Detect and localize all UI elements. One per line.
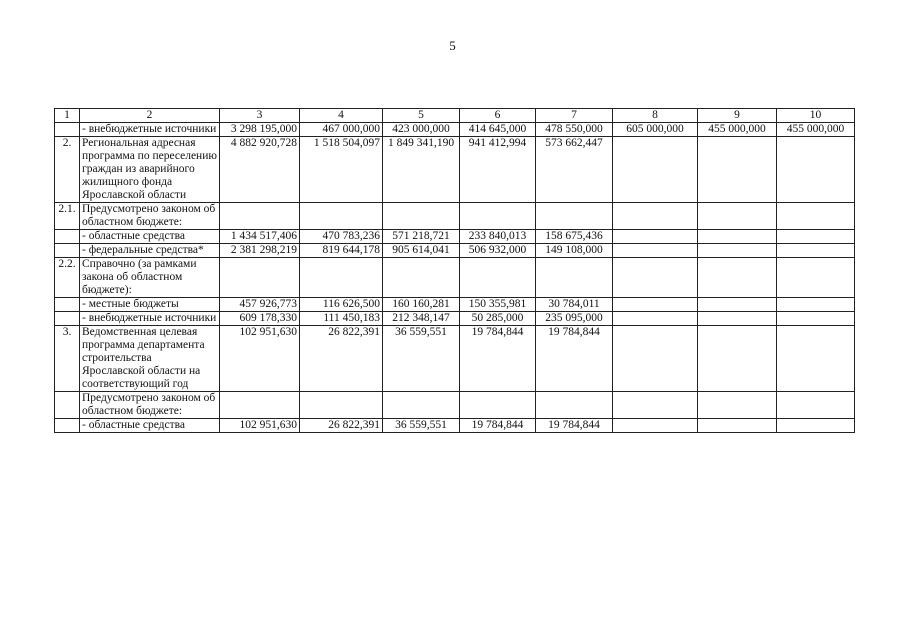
table-row xyxy=(55,326,855,392)
table-row xyxy=(55,312,855,326)
table-row xyxy=(55,203,855,230)
value-cell: 30 784,011 xyxy=(536,298,613,312)
value-cell xyxy=(777,419,855,433)
value-cell xyxy=(383,392,460,419)
table-row xyxy=(55,258,855,298)
row-name-cell: Предусмотрено законом об областном бюджете: xyxy=(80,392,220,419)
value-cell: 506 932,000 xyxy=(460,244,536,258)
row-name-cell: - федеральные средства* xyxy=(80,244,220,258)
value-cell xyxy=(383,203,460,230)
table-row xyxy=(55,230,855,244)
row-name-cell: - внебюджетные источники xyxy=(80,312,220,326)
row-number-cell xyxy=(55,230,80,244)
value-cell xyxy=(698,137,777,203)
value-cell xyxy=(220,203,300,230)
value-cell xyxy=(777,244,855,258)
column-header: 6 xyxy=(460,109,536,123)
value-cell xyxy=(698,203,777,230)
row-number-cell xyxy=(55,244,80,258)
row-number-cell: 3. xyxy=(55,326,80,392)
row-name-cell: - внебюджетные источники xyxy=(80,123,220,137)
column-header: 7 xyxy=(536,109,613,123)
page-number: 5 xyxy=(449,38,456,53)
row-number-cell: 2. xyxy=(55,137,80,203)
value-cell xyxy=(536,203,613,230)
value-cell: 470 783,236 xyxy=(300,230,383,244)
value-cell xyxy=(777,137,855,203)
row-number-cell xyxy=(55,123,80,137)
value-cell: 3 298 195,000 xyxy=(220,123,300,137)
value-cell xyxy=(536,258,613,298)
value-cell: 2 381 298,219 xyxy=(220,244,300,258)
value-cell: 36 559,551 xyxy=(383,326,460,392)
row-name-cell: Предусмотрено законом об областном бюджете: xyxy=(80,203,220,230)
row-name-cell: Региональная адресная программа по переселению граждан из аварийного жилищного фонда Ярославской области xyxy=(80,137,220,203)
value-cell xyxy=(698,392,777,419)
table-row xyxy=(55,392,855,419)
value-cell: 1 434 517,406 xyxy=(220,230,300,244)
value-cell xyxy=(777,203,855,230)
value-cell: 605 000,000 xyxy=(613,123,698,137)
value-cell: 478 550,000 xyxy=(536,123,613,137)
value-cell: 819 644,178 xyxy=(300,244,383,258)
value-cell: 36 559,551 xyxy=(383,419,460,433)
row-name-cell: - местные бюджеты xyxy=(80,298,220,312)
value-cell xyxy=(536,392,613,419)
value-cell xyxy=(777,326,855,392)
value-cell: 212 348,147 xyxy=(383,312,460,326)
value-cell: 905 614,041 xyxy=(383,244,460,258)
value-cell: 423 000,000 xyxy=(383,123,460,137)
table-header-row xyxy=(55,109,855,123)
value-cell xyxy=(777,312,855,326)
column-header: 10 xyxy=(777,109,855,123)
value-cell xyxy=(613,392,698,419)
value-cell: 1 518 504,097 xyxy=(300,137,383,203)
column-header: 1 xyxy=(55,109,80,123)
value-cell xyxy=(300,203,383,230)
value-cell xyxy=(220,392,300,419)
value-cell xyxy=(613,203,698,230)
value-cell xyxy=(698,298,777,312)
value-cell: 102 951,630 xyxy=(220,419,300,433)
value-cell: 160 160,281 xyxy=(383,298,460,312)
row-number-cell: 2.2. xyxy=(55,258,80,298)
value-cell xyxy=(460,258,536,298)
value-cell: 455 000,000 xyxy=(777,123,855,137)
value-cell: 941 412,994 xyxy=(460,137,536,203)
value-cell xyxy=(777,258,855,298)
value-cell: 19 784,844 xyxy=(536,419,613,433)
value-cell: 467 000,000 xyxy=(300,123,383,137)
value-cell: 158 675,436 xyxy=(536,230,613,244)
value-cell xyxy=(613,258,698,298)
value-cell xyxy=(777,230,855,244)
row-number-cell: 2.1. xyxy=(55,203,80,230)
value-cell: 1 849 341,190 xyxy=(383,137,460,203)
row-name-cell: - областные средства xyxy=(80,230,220,244)
value-cell: 19 784,844 xyxy=(460,326,536,392)
value-cell: 111 450,183 xyxy=(300,312,383,326)
value-cell: 50 285,000 xyxy=(460,312,536,326)
value-cell: 571 218,721 xyxy=(383,230,460,244)
value-cell xyxy=(613,230,698,244)
value-cell xyxy=(220,258,300,298)
value-cell xyxy=(698,312,777,326)
value-cell: 19 784,844 xyxy=(460,419,536,433)
value-cell xyxy=(613,419,698,433)
value-cell xyxy=(698,326,777,392)
value-cell xyxy=(613,326,698,392)
column-header: 8 xyxy=(613,109,698,123)
row-name-cell: Справочно (за рамками закона об областном бюджете): xyxy=(80,258,220,298)
value-cell xyxy=(613,298,698,312)
value-cell xyxy=(613,244,698,258)
value-cell: 457 926,773 xyxy=(220,298,300,312)
value-cell xyxy=(698,419,777,433)
table-row xyxy=(55,419,855,433)
value-cell: 455 000,000 xyxy=(698,123,777,137)
value-cell: 26 822,391 xyxy=(300,326,383,392)
value-cell xyxy=(300,392,383,419)
table-row xyxy=(55,137,855,203)
value-cell xyxy=(777,298,855,312)
value-cell: 233 840,013 xyxy=(460,230,536,244)
value-cell: 102 951,630 xyxy=(220,326,300,392)
value-cell: 609 178,330 xyxy=(220,312,300,326)
value-cell xyxy=(300,258,383,298)
value-cell: 4 882 920,728 xyxy=(220,137,300,203)
row-number-cell xyxy=(55,312,80,326)
row-number-cell xyxy=(55,419,80,433)
value-cell xyxy=(383,258,460,298)
column-header: 3 xyxy=(220,109,300,123)
value-cell xyxy=(698,244,777,258)
value-cell: 150 355,981 xyxy=(460,298,536,312)
budget-table-body xyxy=(55,109,855,433)
value-cell: 19 784,844 xyxy=(536,326,613,392)
row-number-cell xyxy=(55,298,80,312)
column-header: 5 xyxy=(383,109,460,123)
table-row xyxy=(55,244,855,258)
column-header: 4 xyxy=(300,109,383,123)
value-cell xyxy=(460,203,536,230)
value-cell: 235 095,000 xyxy=(536,312,613,326)
value-cell xyxy=(698,230,777,244)
value-cell: 573 662,447 xyxy=(536,137,613,203)
value-cell: 26 822,391 xyxy=(300,419,383,433)
value-cell: 149 108,000 xyxy=(536,244,613,258)
table-row xyxy=(55,123,855,137)
value-cell xyxy=(613,312,698,326)
value-cell xyxy=(698,258,777,298)
column-header: 2 xyxy=(80,109,220,123)
value-cell xyxy=(613,137,698,203)
value-cell: 414 645,000 xyxy=(460,123,536,137)
table-row xyxy=(55,298,855,312)
column-header: 9 xyxy=(698,109,777,123)
value-cell: 116 626,500 xyxy=(300,298,383,312)
value-cell xyxy=(777,392,855,419)
row-name-cell: - областные средства xyxy=(80,419,220,433)
row-number-cell xyxy=(55,392,80,419)
budget-table xyxy=(54,108,855,433)
value-cell xyxy=(460,392,536,419)
row-name-cell: Ведомственная целевая программа департамента строительства Ярославской области на соответствующий год xyxy=(80,326,220,392)
